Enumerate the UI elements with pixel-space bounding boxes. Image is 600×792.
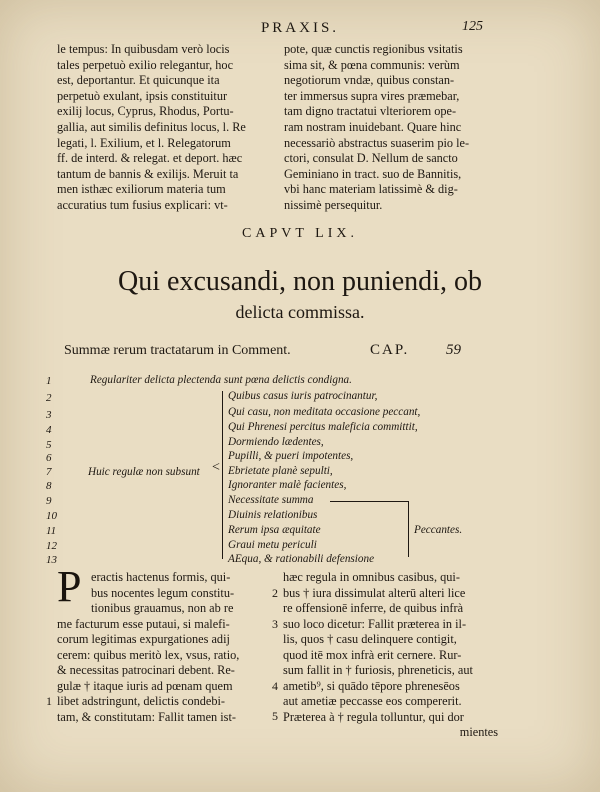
text-line: quod itē mox infrà erit cernere. Rur-: [283, 647, 462, 662]
text-line: tam digno tractatui vlteriorem ope-: [284, 104, 457, 119]
text-line: gulæ † itaque iuris ad pœnam quem: [57, 678, 233, 693]
text-line: men isthæc exiliorum materia tum: [57, 182, 226, 197]
text-line: me facturum esse putaui, si malefi-: [57, 616, 230, 631]
text-line: necessariò abstractus suaserim pio le-: [284, 135, 470, 150]
text-line: ram nostram inuidebant. Quare hinc: [284, 119, 462, 134]
text-line: tam, & constitutam: Fallit tamen ist-: [57, 709, 236, 724]
summary-number: 3: [46, 409, 52, 421]
summary-number: 4: [46, 424, 52, 436]
text-line: & necessitas patrocinari debent. Re-: [57, 663, 235, 677]
text-line: ff. de interd. & relegat. et deport. hæc: [57, 151, 243, 166]
text-line: vbi hanc materiam latissimè & dig-: [284, 182, 458, 197]
summary-item: Qui casu, non meditata occasione peccant,: [228, 406, 421, 418]
text-line: tales perpetuò exilio relegantur, hoc: [57, 57, 234, 72]
body-left-column: [57, 570, 239, 725]
text-line: pote, quæ cunctis regionibus vsitatis: [284, 42, 463, 56]
summary-brace: [222, 391, 223, 559]
text-line: le tempus: In quibusdam verò locis: [57, 42, 230, 56]
text-line: libet adstringunt, delictis condebi-: [57, 694, 226, 708]
text-line: sum fallit in † furiosis, phreneticis, aut: [283, 663, 473, 677]
summary-item: Rerum ipsa æquitate: [228, 524, 321, 536]
text-line: re offensionē inferre, de quibus infrà: [283, 601, 464, 615]
peccantes-brace: [408, 501, 409, 557]
top-right-column: [284, 42, 469, 214]
drop-cap: P: [57, 562, 82, 611]
running-head: PRAXIS.: [260, 20, 340, 36]
summary-number: 1: [46, 375, 52, 387]
summary-item: Graui metu periculi: [228, 539, 317, 551]
summary-number: 9: [46, 495, 52, 507]
summary-number: 2: [46, 392, 52, 404]
text-line: gallia, aut similis definitus locus, l. Re: [57, 119, 246, 134]
top-left-column: [57, 42, 246, 214]
margin-number: 1: [46, 694, 52, 708]
brace-point: <: [212, 460, 220, 475]
text-line: negotiorum vndæ, quibus constan-: [284, 73, 455, 88]
cap-label: CAP.: [370, 342, 410, 358]
margin-number: 4: [272, 679, 278, 693]
summary-number: 5: [46, 439, 52, 451]
text-line: tionibus grauamus, non ab re: [91, 601, 234, 615]
chapter-heading: CAPVT LIX.: [242, 226, 358, 241]
exception-label: Huic regulæ non subsunt: [88, 466, 200, 478]
cap-number: 59: [446, 342, 461, 358]
text-line: mientes: [459, 725, 498, 739]
margin-number: 3: [272, 617, 278, 631]
text-line: lis, quos † casu delinquere contigit,: [283, 632, 457, 646]
summary-intro: Summæ rerum tractatarum in Comment.: [64, 343, 291, 358]
summary-item: Pupilli, & pueri impotentes,: [228, 450, 354, 462]
summary-rule: Regulariter delicta plectenda sunt pœna delictis condigna.: [90, 374, 352, 386]
text-line: hæc regula in omnibus casibus, qui-: [283, 570, 460, 584]
body-right-column: [283, 570, 498, 741]
summary-item: Dormiendo lædentes,: [228, 436, 324, 448]
summary-number: 8: [46, 480, 52, 492]
text-line: est, deportantur. Et quicunque ita: [57, 73, 220, 88]
peccantes-label: Peccantes.: [414, 524, 463, 536]
summary-number: 13: [46, 554, 57, 566]
text-line: tantum de bannis & exilijs. Meruit ta: [57, 166, 239, 181]
summary-item: Quibus casus iuris patrocinantur,: [228, 390, 378, 402]
peccantes-connector: [330, 501, 408, 502]
summary-number: 12: [46, 540, 57, 552]
text-line: legati, l. Exilium, et l. Relegatorum: [57, 135, 231, 150]
margin-number: 2: [272, 586, 278, 600]
text-line: perpetuò exulant, ipsis constituitur: [57, 88, 228, 103]
summary-number: 11: [46, 525, 57, 537]
chapter-title: Qui excusandi, non puniendi, ob: [118, 266, 482, 297]
text-line: Geminiano in tract. suo de Bannitis,: [284, 166, 462, 181]
margin-number: 5: [272, 709, 278, 723]
summary-number: 6: [46, 452, 52, 464]
text-line: bus † iura dissimulat alterū alteri lice: [283, 585, 466, 600]
summary-item: AEqua, & rationabili defensione: [228, 553, 375, 565]
text-line: accuratius tum fusius explicari: vt-: [57, 197, 228, 212]
summary-item: Necessitate summa: [228, 494, 314, 506]
text-line: Præterea à † regula tolluntur, qui dor: [283, 709, 464, 724]
summary-item: Qui Phrenesi percitus maleficia committit,: [228, 421, 418, 433]
text-line: aut ametiæ peccasse eos compererit.: [283, 694, 462, 708]
text-line: ametib⁹, si quādo tēpore phrenesēos: [283, 678, 460, 693]
summary-number: 10: [46, 510, 57, 522]
text-line: sima sit, & pœna communis: verùm: [284, 57, 460, 72]
chapter-subtitle: delicta commissa.: [235, 302, 365, 322]
summary-item: Ignoranter malè facientes,: [228, 479, 347, 491]
text-line: ter immersus supra vires præmebar,: [284, 88, 460, 103]
summary-number: 7: [46, 466, 52, 478]
summary-item: Diuinis relationibus: [228, 509, 318, 521]
text-line: cerem: quibus meritò lex, vsus, ratio,: [57, 647, 240, 662]
text-line: bus nocentes legum constitu-: [91, 585, 235, 600]
text-line: nissimè persequitur.: [284, 197, 383, 212]
text-line: suo loco dicetur: Fallit præterea in il-: [283, 616, 467, 631]
page-number: 125: [462, 19, 483, 34]
text-line: corum legitimas expurgationes adij: [57, 632, 230, 646]
text-line: ctori, consulat D. Nellum de sancto: [284, 151, 458, 166]
summary-item: Ebrietate planè sepulti,: [228, 465, 333, 477]
text-line: exilij locus, Cyprus, Rhodus, Portu-: [57, 104, 234, 119]
text-line: eractis hactenus formis, qui-: [91, 570, 231, 584]
